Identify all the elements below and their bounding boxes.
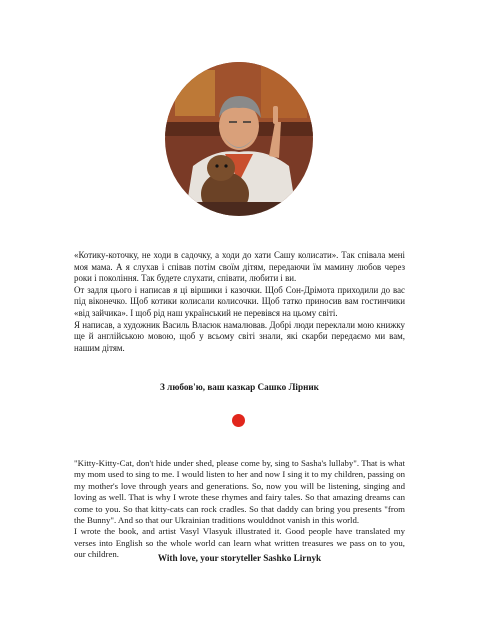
ukrainian-paragraph-1: «Котику-коточку, не ходи в садочку, а ходи до хати Сашу колисати». Так співала мені моя мама. А я слухав і співав потім своїм дітям, передаючи їм мамину любов через роки і покоління. Так будете слухати, співати, любити і ви. xyxy=(74,250,405,284)
ukrainian-text xyxy=(74,250,405,354)
english-paragraph-2: I wrote the book, and artist Vasyl Vlasyuk illustrated it. Good people have translated my verses into English so the whole world can learn what written treasures we pass on to you, our children. xyxy=(74,526,405,560)
storyteller-photo xyxy=(165,62,313,216)
ukrainian-paragraph-2: От задля цього і написав я ці віршики і казочки. Щоб Сон-Дрімота приходили до вас під віконечко. Щоб котики колисали колисочки. Щоб татко приносив вам гостинчики «від зайчика». І щоб рід наш український не перевівся на цьому світі. xyxy=(74,284,405,318)
storyteller-portrait-icon xyxy=(165,62,313,216)
ukrainian-signature: З любов'ю, ваш казкар Сашко Лірник xyxy=(160,382,319,392)
english-paragraph-1: "Kitty-Kitty-Cat, don't hide under shed, please come by, sing to Sasha's lullaby". That is what my mom used to sing to me. I would listen to her and now I sing it to my children, passing on my mother's love through years and generations. So, now you will be listening, singing and loving as well. That is why I wrote these rhymes and fairy tales. So that amazing dreams can come to you. So that kitty-cats can rock cradles. So that daddy can bring you presents "from the Bunny". And so that our Ukrainian traditions woulddnot vanish in this world. xyxy=(74,458,405,526)
ukrainian-paragraph-3: Я написав, а художник Василь Власюк намалював. Добрі люди переклали мою книжку ще й англійською мовою, щоб у всьому світі знали, які скарби передаємо ми вам, нашим дітям. xyxy=(74,319,405,353)
red-dot-divider xyxy=(232,414,245,427)
english-signature: With love, your storyteller Sashko Lirnyk xyxy=(157,553,322,563)
english-text xyxy=(74,458,405,561)
